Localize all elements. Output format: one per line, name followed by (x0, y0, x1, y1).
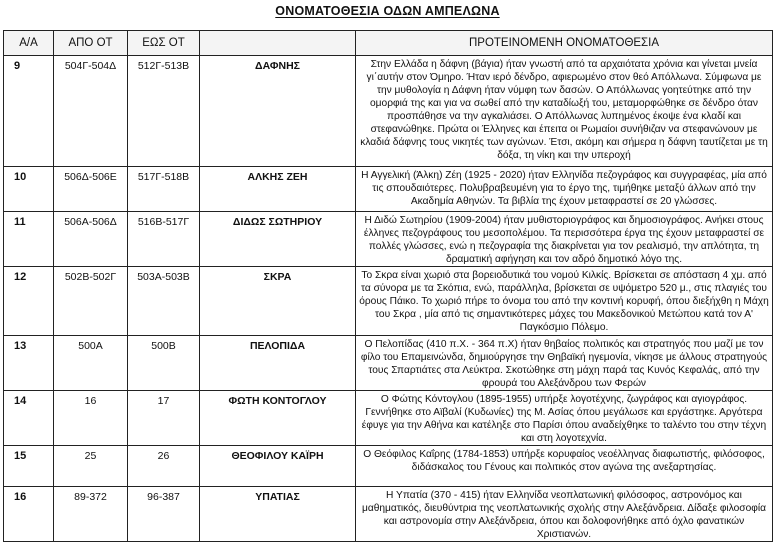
street-description: Ο Πελοπίδας (410 π.Χ. - 364 π.Χ) ήταν θηβαίος πολιτικός και στρατηγός που μαζί με τον φίλο του Επαμεινώνδα, δημιούργησε την Θηβαϊκή ηγεμονία, νίκησε με άλλους στρατηγούς τους Σπαρτιάτες στα Λεύκτρα. Σκοτώθηκε στη μάχη παρά τας Κυνός Κεφαλάς, από την φρουρά του Αλεξάνδρου των Φερών (356, 336, 773, 391)
header-proposed: ΠΡΟΤΕΙΝΟΜΕΝΗ ΟΝΟΜΑΤΟΘΕΣΙΑ (356, 31, 773, 56)
street-description (356, 267, 773, 336)
row-number: 14 (4, 391, 54, 446)
street-name: ΘΕΟΦΙΛΟΥ ΚΑΪΡΗ (200, 446, 356, 487)
row-number: 16 (4, 487, 54, 542)
header-name (200, 31, 356, 56)
document-title (0, 4, 775, 18)
from-block: 506Α-506Δ (54, 212, 128, 267)
from-block: 89-372 (54, 487, 128, 542)
street-name: ΣΚΡΑ (200, 267, 356, 336)
street-name: ΥΠΑΤΙΑΣ (200, 487, 356, 542)
to-block: 517Γ-518Β (128, 167, 200, 212)
row-number: 13 (4, 336, 54, 391)
to-block: 503Α-503Β (128, 267, 200, 336)
street-naming-table (3, 30, 773, 542)
to-block: 26 (128, 446, 200, 487)
document-title-text: ΟΝΟΜΑΤΟΘΕΣΙΑ ΟΔΩΝ ΑΜΠΕΛΩΝΑ (275, 4, 500, 18)
table-row (4, 267, 773, 336)
table-row (4, 487, 773, 542)
header-from: ΑΠΟ ΟΤ (54, 31, 128, 56)
street-description: Η Αγγελική (Άλκη) Ζέη (1925 - 2020) ήταν Ελληνίδα πεζογράφος και συγγραφέας, μία από τις σπουδαιότερες. Πολυβραβευμένη για το έργο της, τιμήθηκε μεταξύ άλλων από την Ακαδημία Αθηνών. Τα βιβλία της έχουν μεταφραστεί σε 20 γλώσσες. (356, 167, 773, 212)
table-row (4, 391, 773, 446)
table-row (4, 446, 773, 487)
table-row (4, 212, 773, 267)
to-block: 512Γ-513Β (128, 56, 200, 167)
table-row (4, 336, 773, 391)
row-number: 12 (4, 267, 54, 336)
header-aa: Α/Α (4, 31, 54, 56)
to-block: 96-387 (128, 487, 200, 542)
street-name: ΑΛΚΗΣ ΖΕΗ (200, 167, 356, 212)
from-block: 25 (54, 446, 128, 487)
table-row (4, 167, 773, 212)
street-description-text: Το Σκρα είναι χωριό στα βορειοδυτικά του νομού Κιλκίς. Βρίσκεται σε απόσταση 4 χμ. από τα σύνορα με τα Σκόπια, ενώ, παράλληλα, βρίσκεται σε υψόμετρο 520 μ., στις πλαγιές του όρους Πάικο. Το χωριό πήρε το όνομα του από την κοντινή κορυφή, όπου διεξήχθη η Μάχη του Σκρα , μία από τις σημαντικότερες μάχες του Μακεδονικού Μετώπου κατά τον Α' Παγκόσμιο Πόλεμο. (359, 270, 769, 332)
to-block: 516Β-517Γ (128, 212, 200, 267)
street-name: ΔΙΔΩΣ ΣΩΤΗΡΙΟΥ (200, 212, 356, 267)
to-block: 500Β (128, 336, 200, 391)
row-number: 15 (4, 446, 54, 487)
from-block: 506Δ-506Ε (54, 167, 128, 212)
street-name: ΦΩΤΗ ΚΟΝΤΟΓΛΟΥ (200, 391, 356, 446)
header-to: ΕΩΣ ΟΤ (128, 31, 200, 56)
street-name: ΔΑΦΝΗΣ (200, 56, 356, 167)
from-block: 502Β-502Γ (54, 267, 128, 336)
row-number: 11 (4, 212, 54, 267)
street-description: Η Διδώ Σωτηρίου (1909-2004) ήταν μυθιστοριογράφος και δημοσιογράφος. Ανήκει στους έλληνες πεζογράφους του μεσοπολέμου. Τα περισσότερα έργα της έχουν μεταφραστεί σε πολλές γλώσσες, ενώ η πεζογραφία της διακρίνεται για τον ρεαλισμό, την απλότητα, τη δραματική αφήγηση και τον αδρό δημοτικό λόγο της. (356, 212, 773, 267)
from-block: 500Α (54, 336, 128, 391)
street-name: ΠΕΛΟΠΙΔΑ (200, 336, 356, 391)
street-description: Στην Ελλάδα η δάφνη (βάγια) ήταν γνωστή από τα αρχαιότατα χρόνια και γίνεται μνεία γι΄αυτήν στον Όμηρο. Ήταν ιερό δένδρο, αφιερωμένο στον θεό Απόλλωνα. Σύμφωνα με την μυθολογία η Δάφνη ήταν νύμφη των δασών. Ο Απόλλωνας γοητεύτηκε από την ομορφιά της και για να σωθεί από την καταδίωξή του, μεταμορφώθηκε σε δένδρο όταν προσπάθησε να την αγκαλιάσει. Ο Απόλλωνας λυπημένος έκοψε ένα κλαδί και στεφανώθηκε. Πρώτα οι Έλληνες και έπειτα οι Ρωμαίοι συνήθιζαν να στεφανώνουν με κλαδιά δάφνης τους νικητές των αγώνων. Έτσι, ακόμη και σήμερα η δάφνη ταυτίζεται με τη δόξα, τη νίκη και την υπεροχή (356, 56, 773, 167)
street-description: Η Υπατία (370 - 415) ήταν Ελληνίδα νεοπλατωνική φιλόσοφος, αστρονόμος και μαθηματικός, διευθύντρια της νεοπλατωνικής σχολής στην Αλεξάνδρεια. Δίδαξε φιλοσοφία και αστρονομία στην Αλεξάνδρεια, όπου και δολοφονήθηκε από όχλο φανατικών Χριστιανών. (356, 487, 773, 542)
table-row (4, 56, 773, 167)
street-description: Ο Θεόφιλος Καΐρης (1784-1853) υπήρξε κορυφαίος νεοέλληνας διαφωτιστής, φιλόσοφος, διδάσκαλος του Γένους και πολιτικός στον αγώνα της ανεξαρτησίας. (356, 446, 773, 487)
to-block: 17 (128, 391, 200, 446)
row-number: 10 (4, 167, 54, 212)
from-block: 16 (54, 391, 128, 446)
from-block: 504Γ-504Δ (54, 56, 128, 167)
table-header-row (4, 31, 773, 56)
row-number: 9 (4, 56, 54, 167)
street-description: Ο Φώτης Κόντογλου (1895-1955) υπήρξε λογοτέχνης, ζωγράφος και αγιογράφος. Γεννήθηκε στο Αϊβαλί (Κυδωνίες) της Μ. Ασίας όπου μεγάλωσε και εργάστηκε. Αργότερα έφυγε για την Αθήνα και κατέληξε στο Παρίσι όπου αναδείχθηκε το ταλέντο του στην τέχνη και στη λογοτεχνία. (356, 391, 773, 446)
